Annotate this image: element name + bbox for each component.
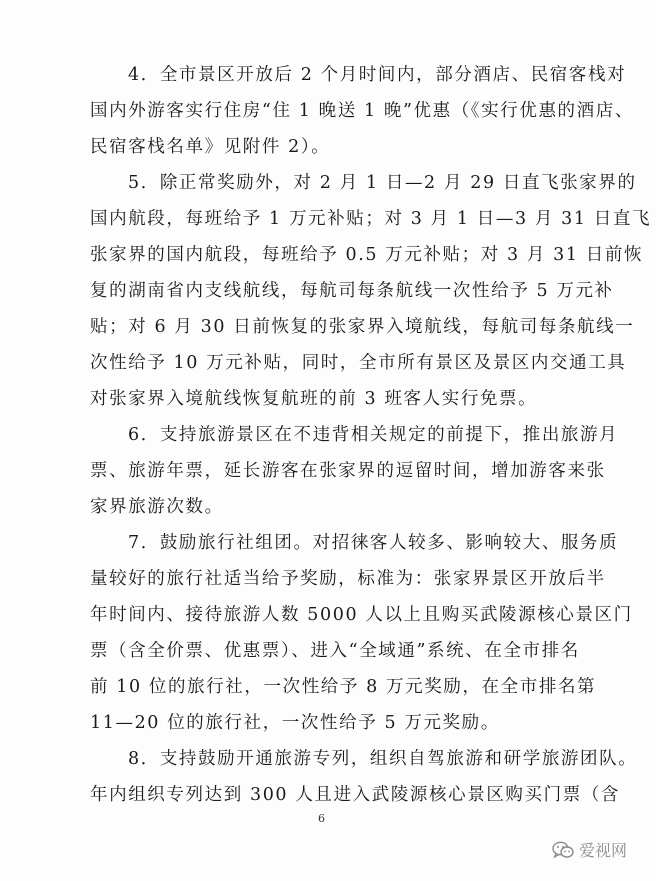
paragraph-5-line-6: 次性给予 10 万元补贴，同时，全市所有景区及景区内交通工具: [90, 353, 627, 373]
paragraph-5-line-7: 对张家界入境航线恢复航班的前 3 班客人实行免票。: [90, 389, 538, 409]
paragraph-5-line-4: 复的湖南省内支线航线，每航司每条航线一次性给予 5 万元补: [90, 281, 614, 301]
paragraph-4-line-2: 国内外游客实行住房“住 1 晚送 1 晚”优惠（《实行优惠的酒店、: [90, 101, 634, 121]
paragraph-7-line-5: 前 10 位的旅行社，一次性给予 8 万元奖励，在全市排名第: [90, 677, 597, 697]
paragraph-7-line-3: 年时间内、接待旅游人数 5000 人以上且购买武陵源核心景区门: [90, 605, 633, 625]
paragraph-6-line-2: 票、旅游年票，延长游客在张家界的逗留时间，增加游客来张: [90, 461, 606, 481]
paragraph-4-line-1: 4．全市景区开放后 2 个月时间内，部分酒店、民宿客栈对: [128, 65, 627, 85]
watermark: [552, 838, 627, 861]
paragraph-5-line-1: 5．除正常奖励外，对 2 月 1 日—2 月 29 日直飞张家界的: [128, 173, 637, 193]
page-number: 6: [318, 812, 325, 825]
paragraph-5-line-5: 贴；对 6 月 30 日前恢复的张家界入境航线，每航司每条航线一: [90, 317, 635, 337]
paragraph-7-line-4: 票（含全价票、优惠票）、进入“全域通”系统、在全市排名: [90, 641, 580, 661]
paragraph-6-line-3: 家界旅游次数。: [90, 497, 224, 517]
paragraph-5-line-3: 张家界的国内航段，每班给予 0.5 万元补贴；对 3 月 31 日前恢: [90, 245, 644, 265]
watermark-text: 爱视网: [579, 841, 628, 860]
paragraph-4-line-3: 民宿客栈名单》见附件 2）。: [90, 137, 331, 157]
paragraph-7-line-2: 量较好的旅行社适当给予奖励，标准为：张家界景区开放后半: [90, 569, 606, 589]
paragraph-6-line-1: 6．支持旅游景区在不违背相关规定的前提下，推出旅游月: [128, 425, 619, 445]
paragraph-5-line-2: 国内航段，每班给予 1 万元补贴；对 3 月 1 日—3 月 31 日直飞: [90, 209, 652, 229]
paragraph-8-line-1: 8．支持鼓励开通旅游专列，组织自驾旅游和研学旅游团队。: [128, 749, 638, 769]
paragraph-8-line-2: 年内组织专列达到 300 人且进入武陵源核心景区购买门票（含: [90, 785, 621, 805]
paragraph-7-line-6: 11—20 位的旅行社，一次性给予 5 万元奖励。: [90, 713, 500, 733]
wechat-icon: [552, 841, 574, 859]
paragraph-7-line-1: 7．鼓励旅行社组团。对招徕客人较多、影响较大、服务质: [128, 533, 619, 553]
